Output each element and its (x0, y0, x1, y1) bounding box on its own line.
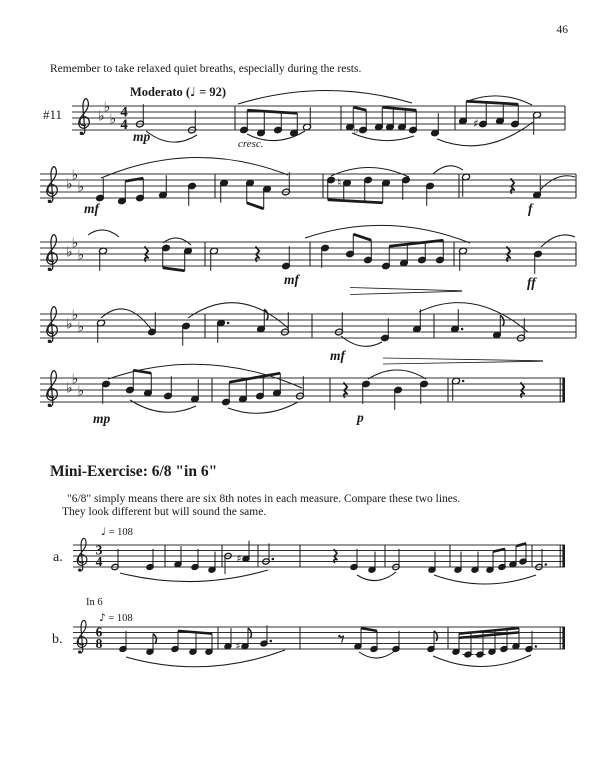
hairpin-line (350, 291, 462, 294)
time-sig-denominator: 4 (120, 116, 128, 133)
key-signature (66, 168, 84, 196)
treble-clef (79, 99, 89, 135)
treble-clef-tail (78, 650, 81, 653)
time-sig-denominator: 4 (95, 554, 103, 570)
page-number: 46 (556, 24, 568, 36)
augmentation-dot (461, 328, 464, 331)
flat-icon: ♭ (71, 235, 79, 252)
note (282, 246, 291, 270)
accidental: ♯ (473, 116, 479, 131)
note (431, 113, 440, 137)
note (368, 552, 376, 574)
treble-clef-tail (48, 404, 51, 407)
beam (353, 234, 371, 240)
slur (540, 176, 575, 190)
time-signature (96, 625, 103, 651)
hairpin (383, 358, 543, 364)
note (428, 552, 436, 574)
key-signature (66, 308, 84, 336)
slur (434, 575, 536, 584)
note (96, 178, 105, 202)
slur (357, 572, 396, 581)
treble-clef (77, 538, 87, 571)
beam-group (133, 370, 151, 392)
treble-clef-tail (80, 132, 83, 135)
note (303, 107, 312, 131)
staff-label: #11 (43, 107, 63, 122)
staff-2 (40, 157, 576, 216)
slur (341, 336, 382, 346)
slur (419, 303, 528, 332)
staff-a (53, 526, 565, 584)
slur (331, 167, 409, 177)
slur (88, 230, 119, 237)
accidental: ♯ (235, 639, 241, 653)
note (451, 309, 464, 333)
note (473, 116, 487, 130)
staff-1 (43, 84, 565, 150)
beam (178, 631, 212, 634)
eighth-flag (500, 315, 504, 326)
note (164, 376, 173, 400)
note (381, 318, 390, 342)
time-sig-numerator: 6 (95, 624, 103, 640)
flat-icon: ♭ (77, 179, 85, 196)
slur (238, 90, 412, 104)
beam (361, 628, 377, 631)
dynamic-cresc: cresc. (238, 138, 264, 150)
flat-icon: ♭ (98, 108, 105, 125)
slur (188, 303, 288, 328)
note (191, 379, 200, 403)
treble-clef-tail (78, 568, 81, 571)
note (454, 552, 462, 574)
beam (466, 101, 518, 104)
dynamic-marking: mp (93, 411, 111, 426)
staff-4 (40, 303, 576, 364)
note (413, 309, 422, 333)
key-signature (66, 236, 84, 264)
note (188, 182, 197, 206)
note (210, 247, 219, 271)
note (224, 628, 232, 650)
tempo-marking: ♩ = 108 (101, 526, 133, 538)
note (420, 380, 429, 404)
staff-b (52, 597, 565, 667)
augmentation-dot (545, 563, 548, 566)
treble-clef-tail (48, 268, 51, 271)
tempo-marking: ♪ = 108 (99, 612, 133, 624)
staff-label: b. (52, 632, 63, 647)
note (394, 386, 403, 410)
augmentation-dot (227, 322, 230, 325)
dynamic-marking: p (357, 410, 364, 425)
note (533, 111, 542, 135)
note (426, 182, 435, 206)
note (493, 315, 504, 339)
beam (389, 240, 443, 246)
beam (125, 178, 143, 181)
note (182, 322, 191, 346)
note (146, 634, 156, 656)
time-signature (96, 543, 103, 569)
slur (433, 166, 463, 174)
beam-group (353, 234, 371, 259)
note (174, 546, 182, 568)
hairpin (350, 288, 462, 295)
mini-exercise-heading: Mini-Exercise: 6/8 "in 6" (50, 463, 218, 480)
note (119, 631, 127, 653)
note (462, 651, 473, 658)
beam (247, 203, 264, 209)
staff-lines (40, 174, 576, 198)
eighth-flag (153, 634, 156, 644)
slur (352, 133, 414, 141)
final-barline-thick (562, 627, 565, 649)
treble-clef (47, 235, 57, 271)
mini-exercise-paragraph-line2: They look different but will sound the same. (62, 506, 267, 518)
treble-clef (47, 371, 57, 407)
hairpin-line (350, 288, 462, 291)
flat-icon: ♭ (109, 111, 117, 128)
note (402, 176, 411, 200)
flat-icon: ♭ (71, 371, 79, 388)
beam (328, 200, 383, 203)
note (208, 552, 216, 574)
augmentation-dot (462, 380, 465, 383)
dynamic-marking: mf (84, 201, 99, 216)
slur (359, 650, 396, 658)
treble-clef (47, 167, 57, 203)
note (97, 319, 106, 343)
note (159, 175, 168, 199)
note (220, 179, 229, 203)
augmentation-dot (535, 645, 538, 648)
eighth-flag (248, 628, 251, 638)
note (217, 319, 230, 343)
flat-icon: ♭ (77, 247, 85, 264)
slur (228, 402, 298, 413)
note (362, 380, 371, 404)
beam (163, 268, 185, 271)
beam (353, 107, 366, 110)
augmentation-dot (270, 640, 273, 643)
tempo-marking: Moderato (♩ = 92) (130, 84, 226, 99)
beam-group (247, 110, 297, 132)
note (337, 175, 351, 189)
treble-clef (77, 620, 87, 653)
key-signature (98, 100, 116, 128)
eighth-rest (339, 636, 343, 643)
dynamic-marking: f (528, 201, 533, 216)
dynamic-marking: mf (284, 272, 299, 287)
slur (541, 235, 575, 247)
beam-group (247, 184, 264, 209)
staff-5 (40, 364, 565, 426)
flat-icon: ♭ (66, 176, 73, 193)
staff-label: a. (53, 550, 63, 565)
note (452, 377, 465, 401)
slur (101, 157, 288, 178)
beam-group (459, 628, 519, 653)
beam (493, 549, 505, 552)
final-barline-thick (562, 378, 565, 402)
note (321, 244, 330, 268)
instruction-text: Remember to take relaxed quiet breaths, especially during the rests. (50, 63, 362, 75)
staff-lines (73, 542, 565, 570)
note (459, 247, 468, 271)
note (474, 651, 485, 658)
note (392, 631, 400, 653)
flat-icon: ♭ (77, 383, 85, 400)
treble-clef-tail (48, 200, 51, 203)
slur (120, 570, 268, 582)
flat-icon: ♭ (66, 380, 73, 397)
accidental: ♭ (353, 122, 359, 137)
beam (247, 110, 297, 113)
flat-icon: ♭ (71, 167, 79, 184)
time-signature (120, 104, 128, 132)
key-signature (66, 372, 84, 400)
note (99, 247, 108, 271)
time-sig-numerator: 4 (120, 104, 128, 121)
accidental: ♮ (337, 175, 342, 190)
hairpin-line (383, 358, 543, 361)
treble-clef-tail (48, 340, 51, 343)
dynamic-marking: mp (133, 129, 151, 144)
flat-icon: ♭ (66, 316, 73, 333)
flat-icon: ♭ (66, 244, 73, 261)
note (191, 549, 199, 571)
staff-lines (72, 106, 565, 130)
beam (516, 543, 526, 546)
time-sig-denominator: 8 (95, 636, 103, 652)
note (102, 380, 111, 404)
note (462, 173, 471, 197)
hairpin-line (383, 361, 543, 364)
note (148, 312, 157, 336)
final-barline-thick (562, 545, 565, 567)
note (534, 250, 543, 274)
accidental: ♯ (236, 552, 242, 566)
beam-group (389, 240, 443, 265)
staff-3 (40, 225, 576, 294)
note (350, 549, 358, 571)
note (146, 549, 154, 571)
mini-exercise-paragraph-line1: "6/8" simply means there are six 8th notes in each measure. Compare these two lines. (67, 493, 461, 505)
augmentation-dot (272, 558, 275, 561)
beam-group (178, 631, 212, 651)
note (471, 552, 479, 574)
slur (163, 238, 191, 245)
staff-lines (40, 242, 576, 266)
flat-icon: ♭ (71, 307, 79, 324)
slur (305, 225, 470, 243)
in-6-label: In 6 (86, 597, 103, 608)
flat-icon: ♭ (77, 319, 85, 336)
treble-clef (47, 307, 57, 343)
dynamic-marking: mf (330, 348, 345, 363)
beam (382, 107, 416, 110)
note (533, 175, 542, 199)
flat-icon: ♭ (103, 99, 111, 116)
time-sig-numerator: 3 (95, 542, 103, 558)
dynamic-marking: ff (527, 275, 536, 290)
